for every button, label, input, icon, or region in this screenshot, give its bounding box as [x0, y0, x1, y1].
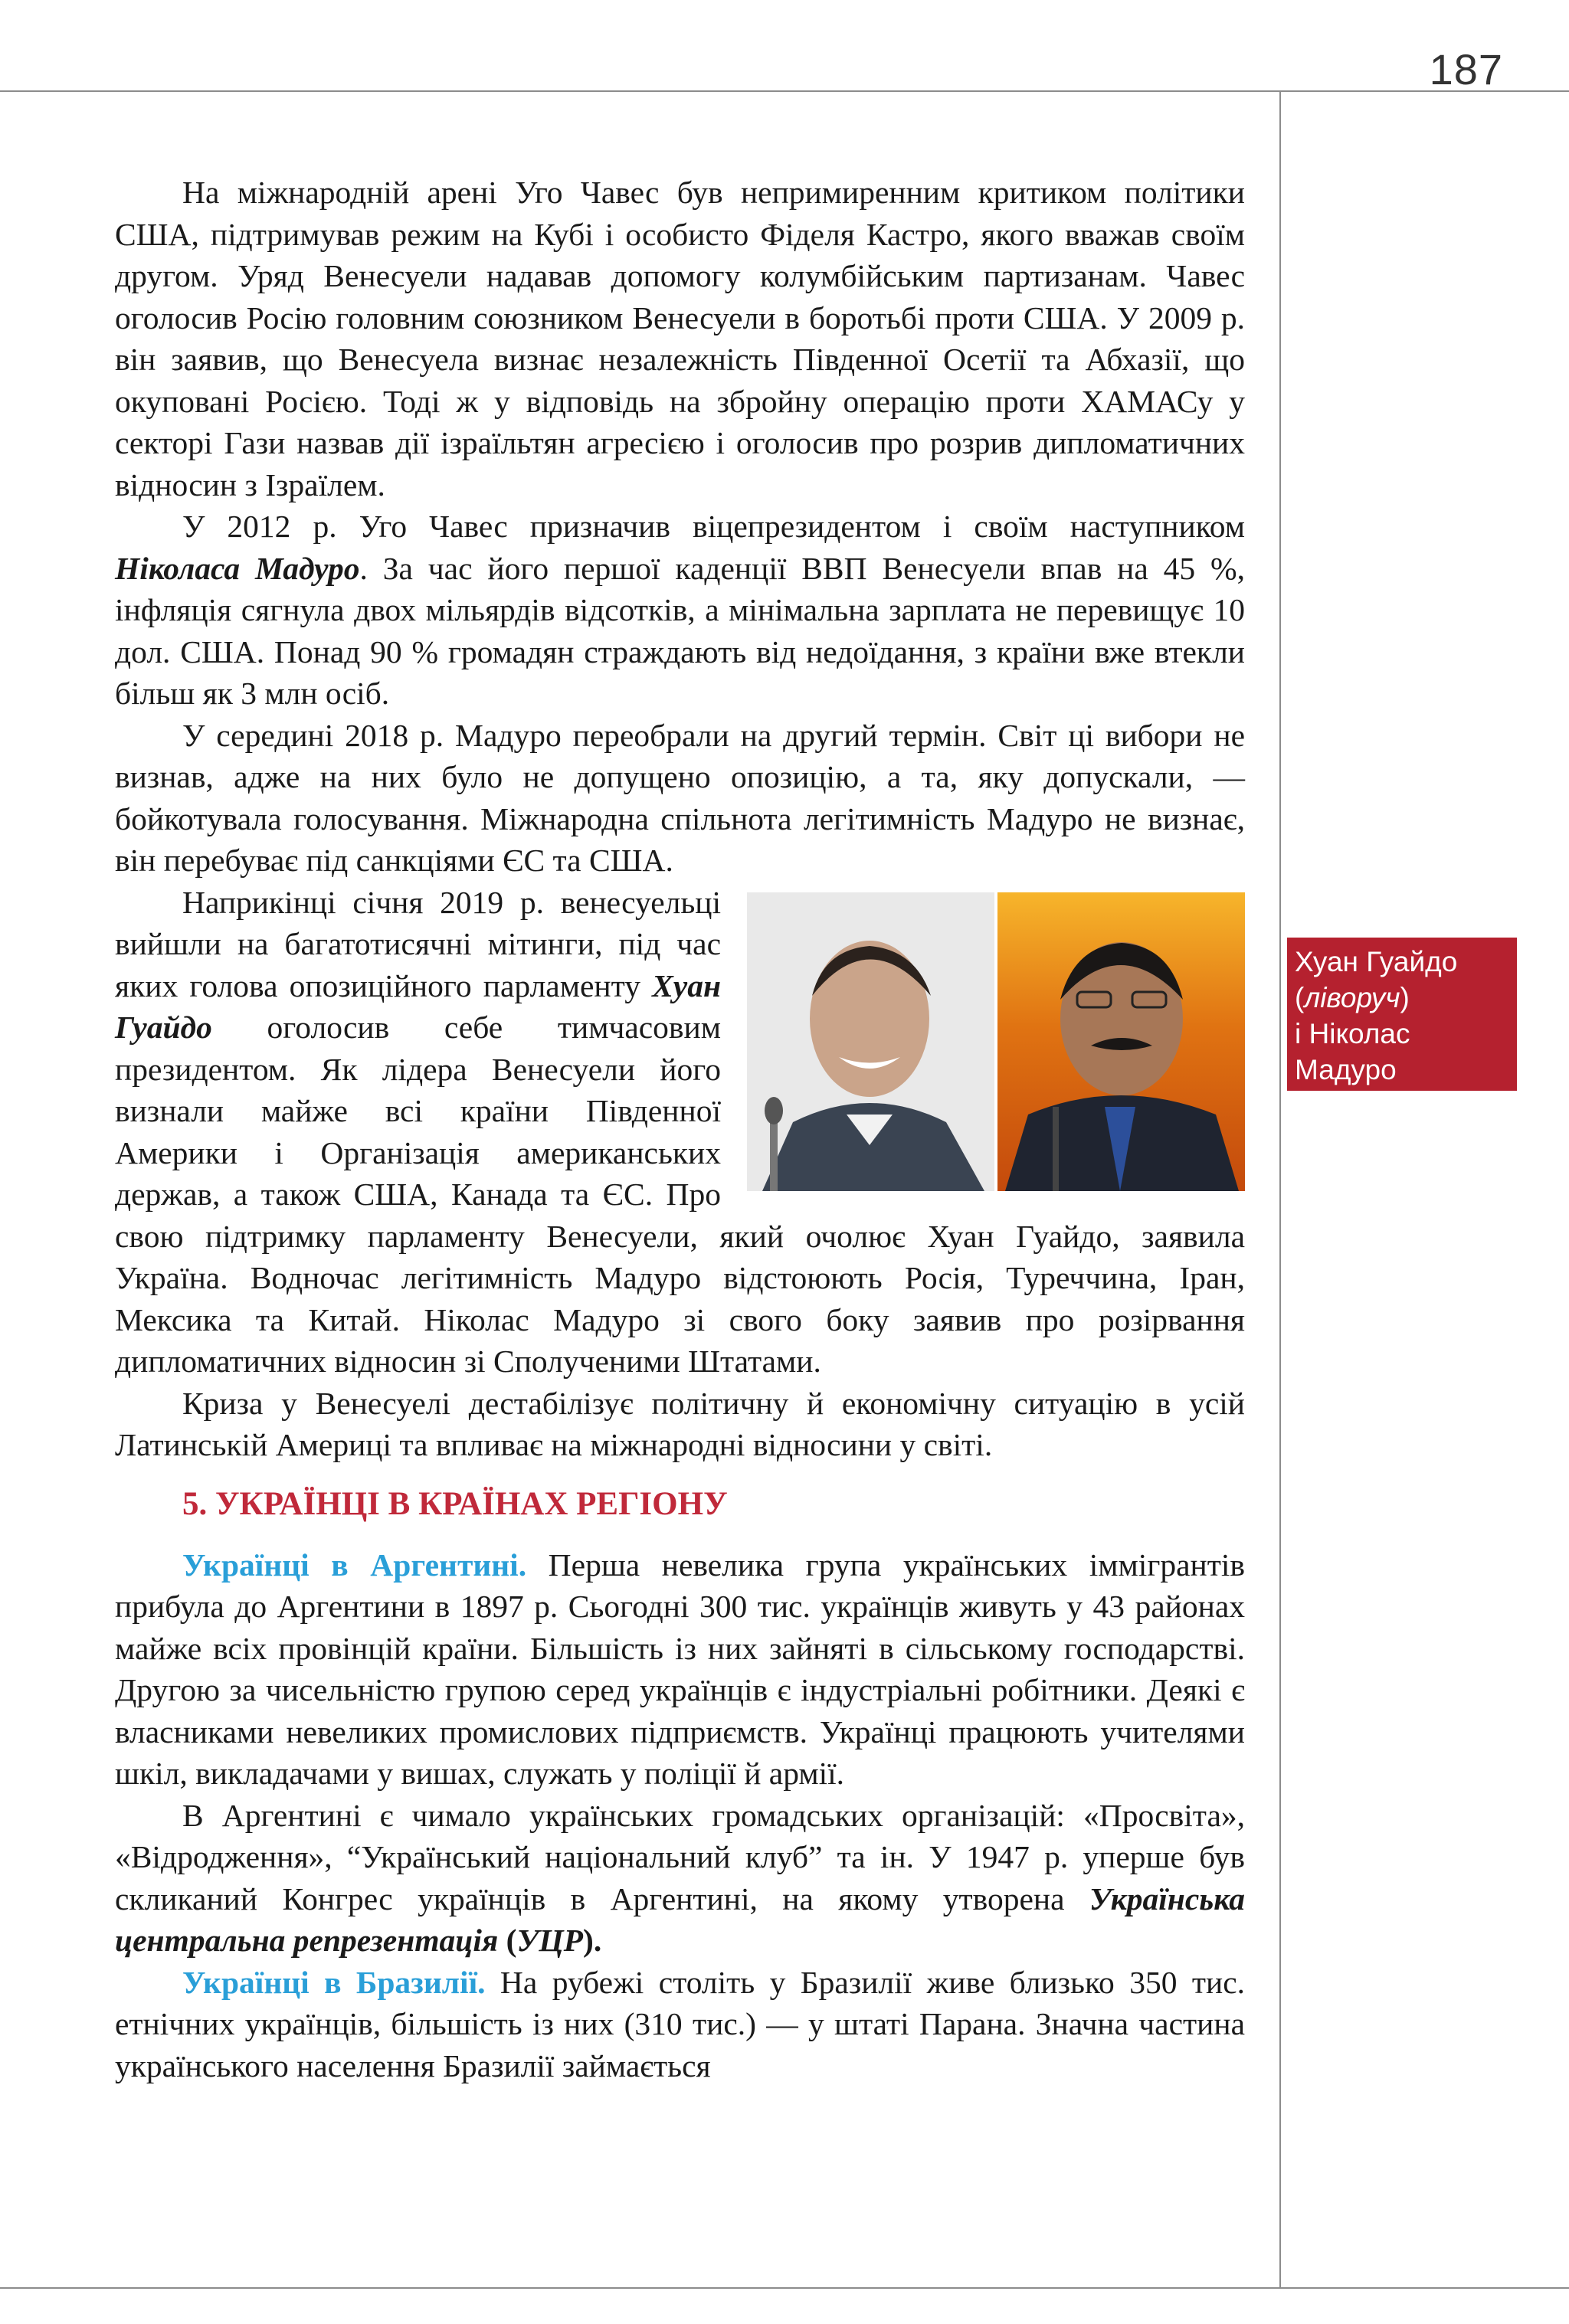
margin-rule: [1279, 90, 1281, 2289]
subheading-argentina: Українці в Аргентині.: [182, 1547, 527, 1583]
paragraph-guaido-protests: Наприкінці січня 2019 р. венесуельці вийшли на багатотисячні мітинги, під час яких голова опозиційного парламенту Хуан Гуайдо оголосив себе тимчасовим президентом. Як лідера Венесуели його визнали майже всі країни Південної Америки і Організація американських держав, а також США, Канада та ЄС. Про свою підтримку парламенту Венесуели, який очолює Хуан Гуайдо, заявила Україна. Водночас легітимність Мадуро відстоюють Росія, Туреччина, Іран, Мексика та Китай. Ніколас Мадуро зі свого боку заявив про розірвання дипломатичних відносин зі Сполученими Штатами.: [115, 884, 1245, 1379]
photo-guaido: [747, 892, 994, 1191]
term-ukrainian-central-representation: Українська центральна репрезентація: [115, 1880, 1245, 1958]
paragraph-chavez-foreign-policy: На міжнародній арені Уго Чавес був непримиренним критиком політики США, підтримував режим на Кубі і особисто Фіделя Кастро, якого вважав своїм другом. Уряд Венесуели надавав допомогу колумбійським партизанам. Чавес оголосив Росію головним союзником Венесуели в боротьбі проти США. У 2009 р. він заявив, що Венесуела визнає незалежність Південної Осетії та Абхазії, що окуповані Росією. Тоді ж у відповідь на збройну операцію проти ХАМАСу у секторі Гази назвав дії ізраїльтян агресією і оголосив про розрив дипломатичних відносин з Ізраїлем.: [115, 175, 1245, 502]
term-nicolas-maduro: Ніколаса Мадуро: [115, 550, 360, 586]
photo-guaido-maduro: [747, 892, 1245, 1191]
main-text-column: [115, 172, 1245, 2087]
paragraph-brazil: Українці в Бразилії. На рубежі століть у Бразилії живе близько 350 тис. етнічних українців, більшість із них (310 тис.) — у штаті Парана. Значна частина українського населення Бразилії займається: [115, 1964, 1245, 2083]
caption-line-3: і Ніколас: [1295, 1018, 1410, 1049]
paragraph-argentina: Українці в Аргентині. Перша невелика група українських іммігрантів прибула до Аргентини в 1897 р. Сьогодні 300 тис. українців живуть у 43 районах майже всіх провінцій країни. Більшість із них зайняті в сільському господарстві. Другою за чисельністю групою серед українців є індустріальні робітники. Деякі є власниками невеликих промислових підприємств. Українці працюють учителями шкіл, викладачами у вишах, служать у поліції й армії.: [115, 1547, 1245, 1791]
term-uzr-abbr: УЦР: [516, 1923, 584, 1958]
paragraph-reelection-2018: У середині 2018 р. Мадуро переобрали на другий термін. Світ ці вибори не визнав, адже на них було не допущено опозицію, а та, яку допускали, — бойкотувала голосування. Міжнародна спільнота легітимність Мадуро не визнає, він перебуває під санкціями ЄС та США.: [115, 717, 1245, 878]
caption-line-4: Мадуро: [1295, 1054, 1397, 1085]
subheading-brazil: Українці в Бразилії.: [182, 1964, 486, 2000]
top-rule: [0, 90, 1569, 92]
paragraph-crisis: Криза у Венесуелі дестабілізує політичну й економічну ситуацію в усій Латинській Америці та впливає на міжнародні відносини у світі.: [115, 1385, 1245, 1462]
photo-caption: [1287, 938, 1517, 1091]
bottom-rule: [0, 2287, 1569, 2289]
section-title: 5. УКРАЇНЦІ В КРАЇНАХ РЕГІОНУ: [182, 1485, 728, 1522]
caption-line-2: (ліворуч): [1295, 982, 1410, 1013]
term-juan-guaido: Хуан Гуайдо: [115, 967, 721, 1045]
page-number: 187: [1429, 45, 1503, 93]
paragraph-argentina-organizations: В Аргентині є чимало українських громадських організацій: «Просвіта», «Відродження», “Український національний клуб” та ін. У 1947 р. уперше був скликаний Конгрес українців в Аргентині, на якому утворена Українська центральна репрезентація (УЦР).: [115, 1797, 1245, 1958]
photo-maduro: [997, 892, 1245, 1191]
caption-line-1: Хуан Гуайдо: [1295, 946, 1458, 977]
paragraph-maduro-successor: У 2012 р. Уго Чавес призначив віцепрезидентом і своїм наступником Ніколаса Мадуро. За час його першої каденції ВВП Венесуели впав на 45 %, інфляція сягнула двох мільярдів відсотків, а мінімальна зарплата не перевищує 10 дол. США. Понад 90 % громадян страждають від недоїдання, з країни вже втекли більш як 3 млн осіб.: [115, 509, 1245, 711]
